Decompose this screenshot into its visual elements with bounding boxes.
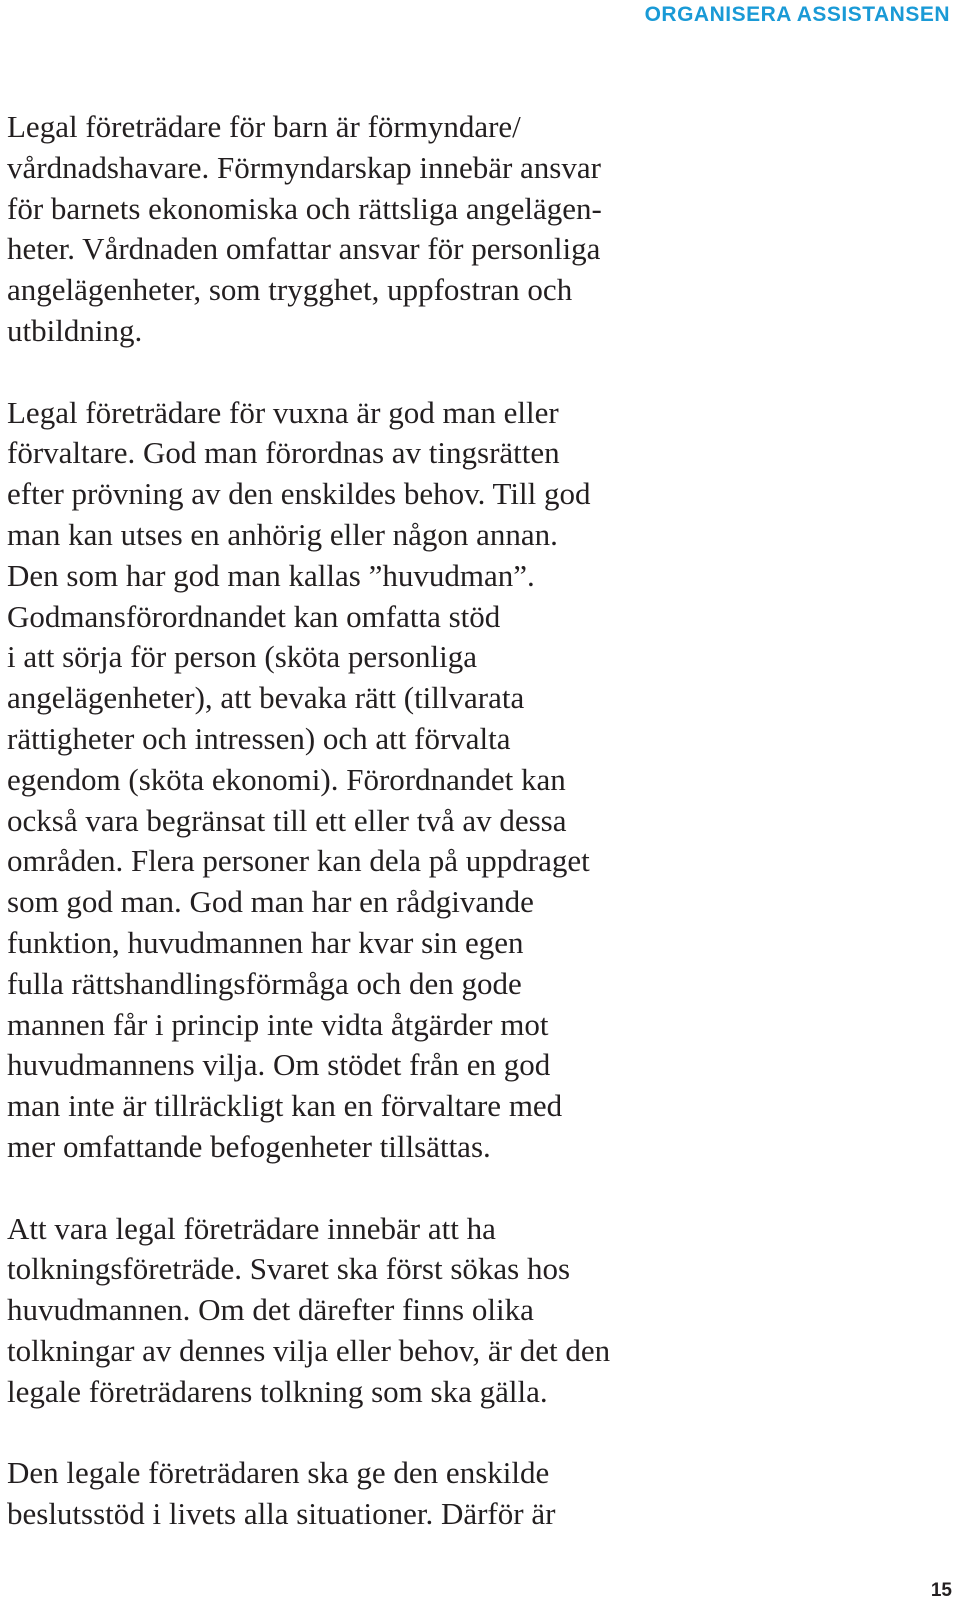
paragraph-legal-guardian-children: Legal företrädare för barn är förmyndare/ vårdnadshavare. Förmyndarskap innebär ansvar för barnets ekonomiska och rättsliga angelägen- heter. Vårdnaden omfattar ansvar för personliga angelägenheter, som trygghet, uppfostran och utbildning. [7, 109, 602, 348]
body-text [7, 107, 667, 1535]
paragraph-decision-support: Den legale företrädaren ska ge den enskilde beslutsstöd i livets alla situationer. Därför är [7, 1455, 556, 1532]
page-number: 15 [930, 1580, 952, 1601]
paragraph-interpretation-precedence: Att vara legal företrädare innebär att ha tolkningsföreträde. Svaret ska först sökas hos huvudmannen. Om det därefter finns olika tolkningar av dennes vilja eller behov, är det den legale företrädarens tolkning som ska gälla. [7, 1210, 611, 1409]
paragraph-legal-guardian-adults: Legal företrädare för vuxna är god man eller förvaltare. God man förordnas av tingsrätten efter prövning av den enskildes behov. Till god man kan utses en anhörig eller någon annan. Den som har god man kallas ”huvudman”. Godmansförordnandet kan omfatta stöd i att sörja för person (sköta personliga angelägenheter), att bevaka rätt (tillvarata rättigheter och intressen) och att förvalta egendom (sköta ekonomi). Förordnandet kan också vara begränsat till ett eller två av dessa områden. Flera personer kan dela på uppdraget som god man. God man har en rådgivande funktion, huvudmannen har kvar sin egen fulla rättshandlingsförmåga och den gode mannen får i princip inte vidta åtgärder mot huvudmannens vilja. Om stödet från en god man inte är tillräckligt kan en förvaltare med mer omfattande befogenheter tillsättas. [7, 394, 591, 1164]
section-header: ORGANISERA ASSISTANSEN [644, 3, 950, 26]
